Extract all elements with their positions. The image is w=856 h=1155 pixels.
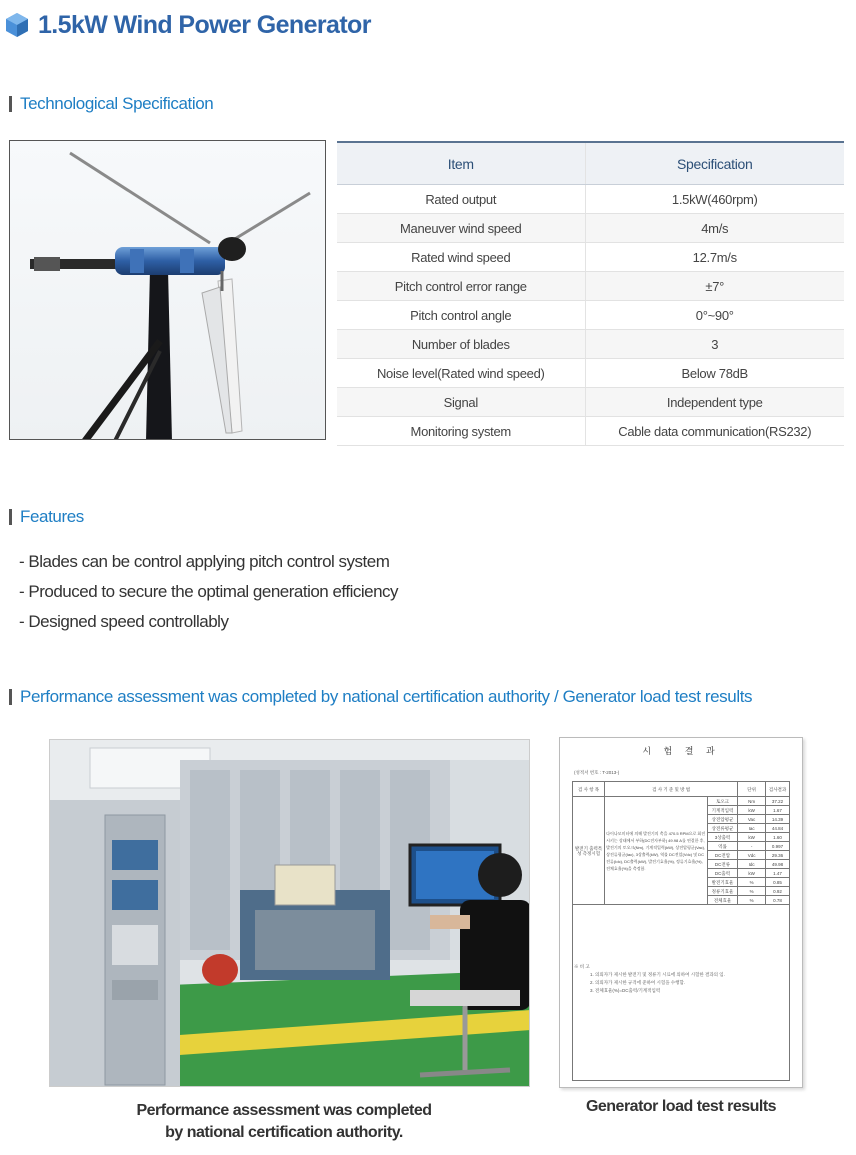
table-row — [337, 388, 844, 417]
spec-value: 0°~90° — [585, 301, 844, 330]
spec-table — [337, 141, 844, 446]
report-head-result: 검사결과 — [766, 782, 790, 797]
report-param: 정류기효율 — [707, 887, 737, 896]
report-caption: Generator load test results — [585, 1098, 777, 1115]
report-test-item: 발전기 출력특성 측정시험 — [573, 797, 605, 905]
spec-table-header — [337, 142, 844, 185]
report-param: 3상출력 — [707, 833, 737, 842]
report-param: 상전류평균 — [707, 824, 737, 833]
report-head-method: 검 사 기 준 및 방 법 — [605, 782, 738, 797]
report-number: (성적서 번호 : T-2013-) — [574, 770, 620, 775]
section-title-performance: Performance assessment was completed by national certification authority / Generator load test results — [20, 687, 753, 706]
column-header-item: Item — [337, 142, 585, 185]
table-row — [337, 214, 844, 243]
table-row — [573, 782, 790, 797]
report-value: 1.47 — [766, 869, 790, 878]
spec-value: Below 78dB — [585, 359, 844, 388]
report-unit: kW — [738, 806, 766, 815]
table-row — [337, 272, 844, 301]
report-unit: Vac — [738, 815, 766, 824]
table-row — [337, 359, 844, 388]
report-note: 1. 의뢰자가 제시한 발전기 및 정류기 시료에 의하여 시험한 결과의 임. — [590, 972, 725, 977]
report-unit: % — [738, 896, 766, 905]
section-marker — [9, 96, 12, 112]
report-note: 2. 의뢰자가 제시한 규격에 준하여 시험을 수행함. — [590, 980, 686, 985]
hexagon-icon — [4, 12, 30, 38]
report-unit: Nm — [738, 797, 766, 806]
spec-item: Maneuver wind speed — [337, 214, 585, 243]
report-note: 3. 전체효율(%)=DC출력/기계적입력 — [590, 988, 661, 993]
report-head-unit: 단위 — [738, 782, 766, 797]
feature-item: - Produced to secure the optimal generation efficiency — [19, 582, 399, 601]
report-notes-label: ※ 비 고 — [574, 964, 590, 969]
spec-value: 12.7m/s — [585, 243, 844, 272]
report-results-table — [572, 781, 790, 905]
spec-value: 4m/s — [585, 214, 844, 243]
spec-value: 3 — [585, 330, 844, 359]
section-title-features: Features — [20, 507, 84, 526]
report-notes — [574, 963, 725, 995]
report-value: 0.78 — [766, 896, 790, 905]
table-row — [337, 185, 844, 214]
spec-item: Rated wind speed — [337, 243, 585, 272]
spec-value: ±7° — [585, 272, 844, 301]
report-unit: Iac — [738, 824, 766, 833]
report-head-item: 검 사 항 목 — [573, 782, 605, 797]
spec-item: Noise level(Rated wind speed) — [337, 359, 585, 388]
report-unit: % — [738, 878, 766, 887]
report-param: 상전압평균 — [707, 815, 737, 824]
report-unit: % — [738, 887, 766, 896]
section-marker — [9, 689, 12, 705]
spec-item: Rated output — [337, 185, 585, 214]
report-param: 역률 — [707, 842, 737, 851]
spec-item: Pitch control angle — [337, 301, 585, 330]
spec-item: Pitch control error range — [337, 272, 585, 301]
report-param: 전체효율 — [707, 896, 737, 905]
wind-turbine-photo — [9, 140, 326, 440]
report-title: 시 험 결 과 — [642, 746, 720, 756]
feature-item: - Designed speed controllably — [19, 612, 229, 631]
report-method-text: 다이나모미터에 의해 발전기의 축을 470.5 RPM으로 회전시키는 상태에서 부하(DC전자부하) 49.98 A를 연결한 후, 발전기의 토오크(Nm), 기계적입력(kW), 상전압평균(Vac), 상전류평균(Iac), 3상출력(kW), 역률 DC전압(Vdc) 및 DC전류(Idc), DC출력(kW), 발전기효율(%), 정류기효율(%), 전체효율(%)을 측정함. — [605, 797, 708, 905]
report-unit: - — [738, 842, 766, 851]
caption-line: Performance assessment was completed — [136, 1102, 432, 1119]
report-value: 0.92 — [766, 887, 790, 896]
spec-item: Monitoring system — [337, 417, 585, 446]
spec-item: Signal — [337, 388, 585, 417]
page-title: 1.5kW Wind Power Generator — [38, 11, 371, 39]
section-title-spec: Technological Specification — [20, 94, 214, 113]
report-param: 발전기효율 — [707, 878, 737, 887]
spec-item: Number of blades — [337, 330, 585, 359]
test-report-document — [559, 737, 803, 1088]
report-unit: kW — [738, 833, 766, 842]
report-value: 14.39 — [766, 815, 790, 824]
report-value: 49.98 — [766, 860, 790, 869]
table-row — [337, 330, 844, 359]
report-value: 37.22 — [766, 797, 790, 806]
report-value: 29.36 — [766, 851, 790, 860]
spec-value: 1.5kW(460rpm) — [585, 185, 844, 214]
table-row — [337, 243, 844, 272]
lab-photo-caption — [49, 1100, 519, 1144]
report-value: 0.997 — [766, 842, 790, 851]
report-param: DC전압 — [707, 851, 737, 860]
report-value: 0.85 — [766, 878, 790, 887]
table-row — [337, 417, 844, 446]
report-value: 1.67 — [766, 806, 790, 815]
report-param: DC출력 — [707, 869, 737, 878]
report-value: 1.60 — [766, 833, 790, 842]
report-param: 기계적입력 — [707, 806, 737, 815]
table-row — [337, 301, 844, 330]
report-value: 44.84 — [766, 824, 790, 833]
report-param: 토오크 — [707, 797, 737, 806]
spec-value: Cable data communication(RS232) — [585, 417, 844, 446]
report-unit: Idc — [738, 860, 766, 869]
column-header-specification: Specification — [585, 142, 844, 185]
report-unit: kW — [738, 869, 766, 878]
section-marker — [9, 509, 12, 525]
test-lab-photo — [49, 739, 530, 1087]
spec-value: Independent type — [585, 388, 844, 417]
report-unit: Vdc — [738, 851, 766, 860]
caption-line: by national certification authority. — [165, 1124, 403, 1141]
table-row — [573, 797, 790, 806]
feature-item: - Blades can be control applying pitch control system — [19, 552, 390, 571]
report-param: DC전류 — [707, 860, 737, 869]
